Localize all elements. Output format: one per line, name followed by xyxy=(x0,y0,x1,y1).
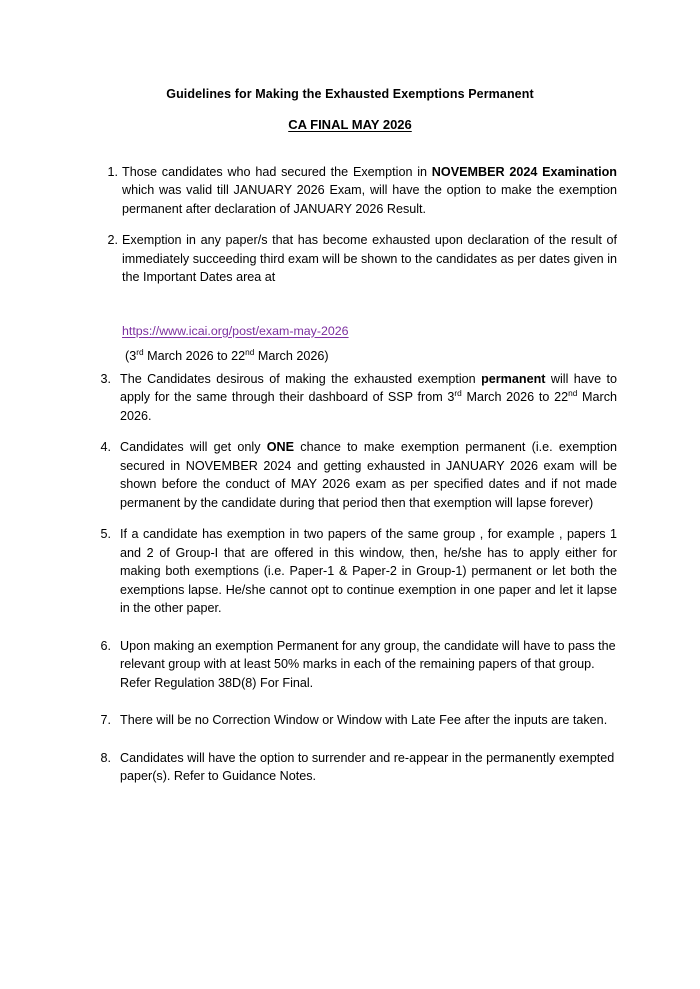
list-item-text xyxy=(120,711,617,730)
guidelines-list xyxy=(0,133,700,786)
link-date-range xyxy=(122,340,700,366)
list-item xyxy=(89,637,617,693)
ordinal-superscript: rd xyxy=(454,387,462,398)
text-run: chance to make exemption permanent (i.e. exemption secured in NOVEMBER 2024 and getting exhausted in JANUARY 2026 exam will be shown before the conduct of MAY 2026 exam as per specified dates and if not made permanent by the candidate during that period then that exemption will lapse forever) xyxy=(120,440,617,510)
text-run: will have to apply for the same through their dashboard of SSP from 3 xyxy=(120,371,617,405)
date-range-prefix: (3 xyxy=(125,349,137,364)
link-block xyxy=(96,300,700,370)
date-range-suffix: March 2026) xyxy=(254,349,329,364)
list-item-text xyxy=(120,370,617,426)
ordinal-superscript: nd xyxy=(568,387,578,398)
text-run: Those candidates who had secured the Exemption in xyxy=(122,164,432,179)
list-item xyxy=(89,711,617,730)
date-range-middle: March 2026 to 22 xyxy=(143,349,246,364)
exam-schedule-link[interactable]: https://www.icai.org/post/exam-may-2026 xyxy=(122,323,349,338)
text-run: March 2026. xyxy=(120,390,617,423)
list-item-text xyxy=(120,438,617,512)
emphasis-text: ONE xyxy=(266,440,295,455)
list-item-number: 8. xyxy=(100,750,111,765)
list-item-number: 6. xyxy=(100,638,111,653)
text-run: Exemption in any paper/s that has become exhausted upon declaration of the result of immediately succeeding third exam will be shown to the candidates as per dates given in the Important Dates area at xyxy=(122,233,617,285)
text-run: which was valid till JANUARY 2026 Exam, will have the option to make the exemption permanent after declaration of JANUARY 2026 Result. xyxy=(122,183,617,216)
list-item xyxy=(96,231,617,287)
list-item-text xyxy=(120,637,617,693)
list-item-text xyxy=(122,231,617,287)
list-item-number: 3. xyxy=(100,371,111,386)
list-item-text xyxy=(120,749,617,786)
list-item xyxy=(89,749,617,786)
page-title: Guidelines for Making the Exhausted Exemptions Permanent xyxy=(166,87,534,101)
text-run: The Candidates desirous of making the exhausted exemption xyxy=(120,371,482,386)
emphasis-text: NOVEMBER 2024 Examination xyxy=(431,164,617,179)
text-run: Candidates will get only xyxy=(120,440,267,455)
list-item-number: 4. xyxy=(100,440,111,455)
emphasis-text: permanent xyxy=(481,371,546,386)
list-item-number: 1. xyxy=(107,164,118,179)
list-item-text xyxy=(120,525,617,618)
list-item xyxy=(89,370,617,426)
text-run: If a candidate has exemption in two papers of the same group , for example , papers 1 and 2 of Group-I that are offered in this window, then, he/she has to apply either for making both exemptions (i.e. Paper-1 & Paper-2 in Group-1) permanent or let both the exemptions lapse. He/she cannot opt to continue exemption in one paper and let it lapse in the other paper. xyxy=(120,527,617,616)
text-run: There will be no Correction Window or Window with Late Fee after the inputs are taken. xyxy=(120,713,608,728)
text-run: Upon making an exemption Permanent for any group, the candidate will have to pass the relevant group with at least 50% marks in each of the remaining papers of that group. Refer Regulation 38D(8) For Final. xyxy=(120,638,616,690)
list-item-number: 7. xyxy=(100,713,111,728)
list-item-text xyxy=(122,163,617,219)
list-item-number: 5. xyxy=(100,527,111,542)
text-run: March 2026 to 22 xyxy=(461,390,569,405)
ordinal-superscript: nd xyxy=(245,346,255,357)
list-item xyxy=(89,525,617,618)
page-subtitle: CA FINAL MAY 2026 xyxy=(288,117,412,132)
text-run: Candidates will have the option to surrender and re-appear in the permanently exempted paper(s). Refer to Guidance Notes. xyxy=(120,750,615,784)
list-item xyxy=(89,438,617,512)
list-item-number: 2. xyxy=(107,233,118,248)
ordinal-superscript: rd xyxy=(136,346,144,357)
list-item xyxy=(96,163,617,219)
